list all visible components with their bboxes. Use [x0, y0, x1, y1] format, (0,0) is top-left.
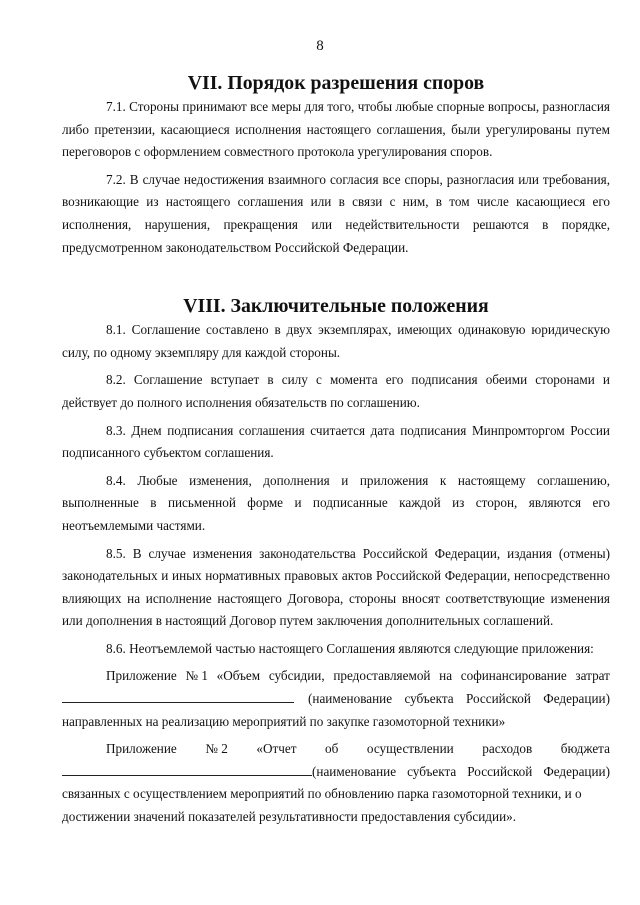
paragraph-7-2: 7.2. В случае недостижения взаимного согласия все споры, разногласия или требования, возникающие из настоящего соглашения или в связи с ним, в том числе касающиеся его исполнения, нарушения, прекращения или недействительности решаются в порядке, предусмотренном законодательством Российской Федерации. — [62, 171, 610, 255]
annex-2-word: осуществлении — [366, 741, 454, 757]
annex-1-word: Российской — [465, 691, 531, 707]
annex-1-subject-placeholder — [308, 688, 610, 711]
annex-2-word: об — [325, 741, 339, 757]
paragraph-8-2: 8.2. Соглашение вступает в силу с момента его подписания обеими сторонами и действует до полного исполнения обязательств по соглашению. — [62, 372, 610, 410]
annex-2-entry — [62, 738, 610, 828]
annex-1-word: «Объем — [216, 668, 261, 684]
annex-1-blank-field — [62, 701, 294, 703]
annex-2-word: Приложение — [106, 741, 177, 757]
paragraph-8-6: 8.6. Неотъемлемой частью настоящего Соглашения являются следующие приложения: — [106, 640, 594, 656]
annex-1-word: субсидии, — [268, 668, 325, 684]
annex-1-word: Федерации) — [543, 691, 610, 707]
paragraph-8-3: 8.3. Днем подписания соглашения считается дата подписания Минпромторгом России подписанного субъектом соглашения. — [62, 422, 610, 461]
annex-2-word: бюджета — [560, 741, 610, 757]
annex-2-word: субъекта — [407, 763, 457, 779]
annex-2-word: расходов — [482, 741, 533, 757]
annex-1-line-1 — [62, 665, 610, 688]
paragraph-8-4: 8.4. Любые изменения, дополнения и приложения к настоящему соглашению, выполненные в письменной форме и подписанные каждой из сторон, являются его неотъемлемыми частями. — [62, 472, 610, 533]
section-7-title: VII. Порядок разрешения споров — [187, 72, 485, 94]
annex-1-word: Приложение — [106, 668, 177, 684]
annex-2-line-4: достижении значений показателей результативности предоставления субсидии». — [62, 809, 517, 825]
annex-1-word: субъекта — [404, 691, 454, 707]
annex-2-subject-placeholder — [312, 761, 610, 784]
annex-2-word: (наименование — [312, 763, 397, 779]
section-8-title: VIII. Заключительные положения — [183, 295, 489, 318]
paragraph-8-5: 8.5. В случае изменения законодательства Российской Федерации, издания (отмены) законодательных и иных нормативных правовых актов Российской Федерации, непосредственно влияющих на исполнение настоящего Договора, стороны вносят соответствующие изменения или дополнения в настоящий Договор путем заключения дополнительных соглашений. — [62, 545, 610, 629]
annex-1-word: (наименование — [308, 691, 393, 707]
annex-2-word: № 2 — [205, 741, 228, 757]
annex-2-line-3: связанных с осуществлением мероприятий по обновлению парка газомоторной техники, и о — [62, 786, 582, 802]
paragraph-7-1: 7.1. Стороны принимают все меры для того, чтобы любые спорные вопросы, разногласия либо претензии, касающиеся исполнения настоящего соглашения, были урегулированы путем переговоров с оформлением совместного протокола урегулирования споров. — [62, 99, 610, 160]
annex-1-word: № 1 — [185, 668, 208, 684]
annex-2-word: «Отчет — [256, 741, 297, 757]
annex-2-word: Федерации) — [543, 763, 610, 779]
annex-1-word: предоставляемой — [333, 668, 431, 684]
annex-1-entry — [62, 665, 610, 733]
annex-1-line-3: направленных на реализацию мероприятий по закупке газомоторной техники» — [62, 713, 506, 729]
annex-2-blank-field — [62, 774, 312, 776]
annex-1-word: на — [439, 668, 453, 684]
paragraph-8-1: 8.1. Соглашение составлено в двух экземплярах, имеющих одинаковую юридическую силу, по одному экземпляру для каждой стороны. — [62, 322, 610, 360]
page-number: 8 — [316, 38, 324, 54]
annex-2-line-1 — [62, 738, 610, 761]
annex-1-word: затрат — [575, 668, 610, 684]
annex-2-word: Российской — [467, 763, 533, 779]
annex-1-word: софинансирование — [460, 668, 567, 684]
annex-1-line-2 — [62, 688, 610, 711]
annex-2-line-2 — [62, 761, 610, 784]
document-body — [62, 72, 610, 829]
